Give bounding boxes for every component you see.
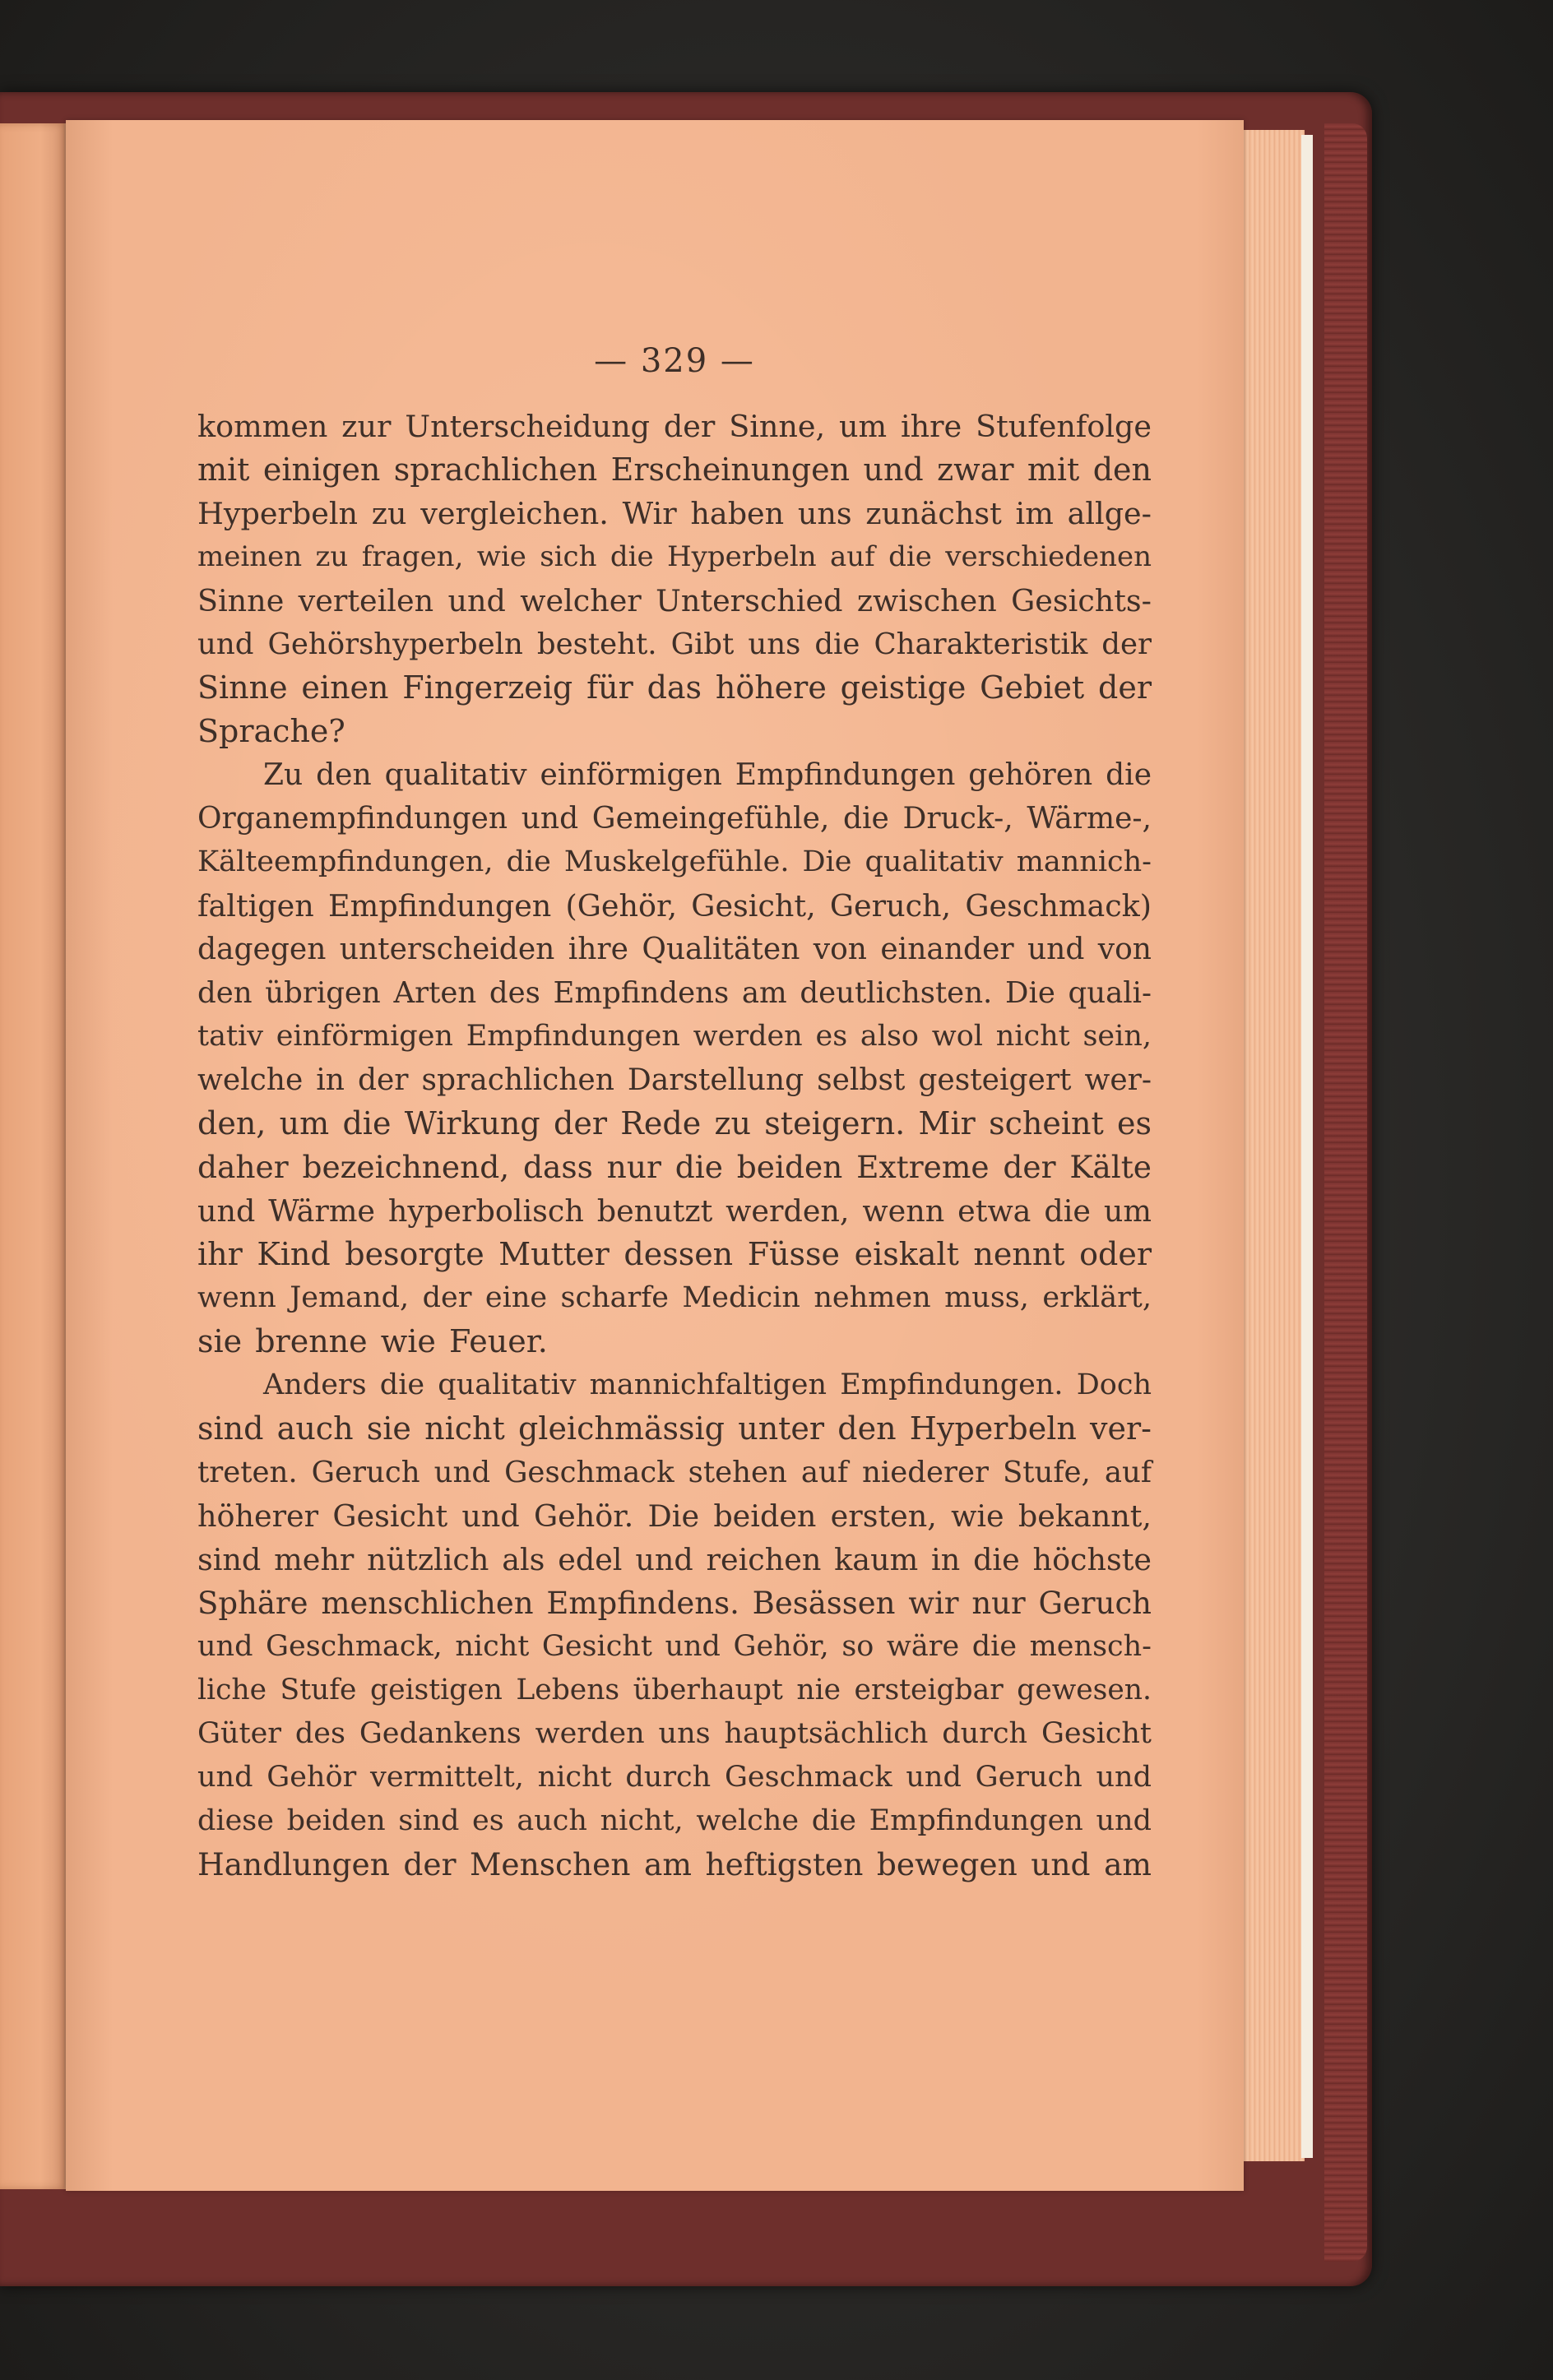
- text-line: Güter des Gedankens werden uns hauptsächlich durch Gesicht: [197, 1717, 1152, 1750]
- text-line: sind auch sie nicht gleichmässig unter den Hyperbeln ver-: [197, 1410, 1152, 1447]
- text-line: Sinne verteilen und welcher Unterschied zwischen Gesichts-: [197, 583, 1152, 618]
- text-line: Hyperbeln zu vergleichen. Wir haben uns zunächst im allge-: [197, 496, 1152, 531]
- text-line: mit einigen sprachlichen Erscheinungen und zwar mit den: [197, 451, 1152, 488]
- body-text: [197, 405, 1152, 1887]
- text-line: und Gehörshyperbeln besteht. Gibt uns die Charakteristik der: [197, 627, 1152, 661]
- facing-page-edge: [0, 123, 67, 2189]
- text-line: und Wärme hyperbolisch benutzt werden, wenn etwa die um: [197, 1193, 1152, 1229]
- text-line: höherer Gesicht und Gehör. Die beiden ersten, wie bekannt,: [197, 1498, 1152, 1534]
- text-line: Kälteempfindungen, die Muskelgefühle. Die qualitativ mannich-: [197, 845, 1152, 878]
- text-line: Sprache?: [197, 713, 345, 749]
- text-line: meinen zu fragen, wie sich die Hyperbeln auf die verschiedenen: [197, 540, 1152, 573]
- text-line: und Gehör vermittelt, nicht durch Geschmack und Geruch und: [197, 1761, 1152, 1794]
- text-line: diese beiden sind es auch nicht, welche die Empfindungen und: [197, 1804, 1152, 1837]
- text-line: dagegen unterscheiden ihre Qualitäten von einander und von: [197, 933, 1152, 966]
- text-line: Anders die qualitativ mannichfaltigen Empfindungen. Doch: [263, 1368, 1152, 1401]
- page-stack-edge: [1240, 130, 1305, 2161]
- text-line: und Geschmack, nicht Gesicht und Gehör, so wäre die mensch-: [197, 1630, 1152, 1663]
- text-line: wenn Jemand, der eine scharfe Medicin nehmen muss, erklärt,: [197, 1281, 1152, 1314]
- text-line: treten. Geruch und Geschmack stehen auf niederer Stufe, auf: [197, 1456, 1152, 1489]
- text-line: den, um die Wirkung der Rede zu steigern. Mir scheint es: [197, 1105, 1152, 1141]
- text-line: Sphäre menschlichen Empfindens. Besässen wir nur Geruch: [197, 1586, 1152, 1621]
- text-line: tativ einförmigen Empfindungen werden es also wol nicht sein,: [197, 1020, 1152, 1053]
- text-line: den übrigen Arten des Empfindens am deutlichsten. Die quali-: [197, 976, 1152, 1010]
- text-line: liche Stufe geistigen Lebens überhaupt nie ersteigbar gewesen.: [197, 1674, 1152, 1706]
- book-page: [66, 120, 1244, 2191]
- page-stack-endpaper: [1301, 135, 1313, 2158]
- text-line: ihr Kind besorgte Mutter dessen Füsse eiskalt nennt oder: [197, 1236, 1152, 1272]
- text-line: sie brenne wie Feuer.: [197, 1323, 548, 1359]
- text-line: Handlungen der Menschen am heftigsten bewegen und am: [197, 1846, 1152, 1882]
- text-line: Zu den qualitativ einförmigen Empfindungen gehören die: [263, 758, 1152, 792]
- text-line: welche in der sprachlichen Darstellung selbst gesteigert wer-: [197, 1063, 1152, 1097]
- book-cover-edge: [1324, 123, 1367, 2262]
- text-line: Sinne einen Fingerzeig für das höhere geistige Gebiet der: [197, 669, 1152, 706]
- text-line: daher bezeichnend, dass nur die beiden Extreme der Kälte: [197, 1149, 1152, 1185]
- page-number: — 329 —: [594, 342, 755, 380]
- text-line: faltigen Empfindungen (Gehör, Gesicht, Geruch, Geschmack): [197, 888, 1152, 924]
- text-line: kommen zur Unterscheidung der Sinne, um ihre Stufenfolge: [197, 409, 1152, 444]
- text-line: Organempfindungen und Gemeingefühle, die Druck-, Wärme-,: [197, 802, 1152, 836]
- text-line: sind mehr nützlich als edel und reichen kaum in die höchste: [197, 1542, 1152, 1577]
